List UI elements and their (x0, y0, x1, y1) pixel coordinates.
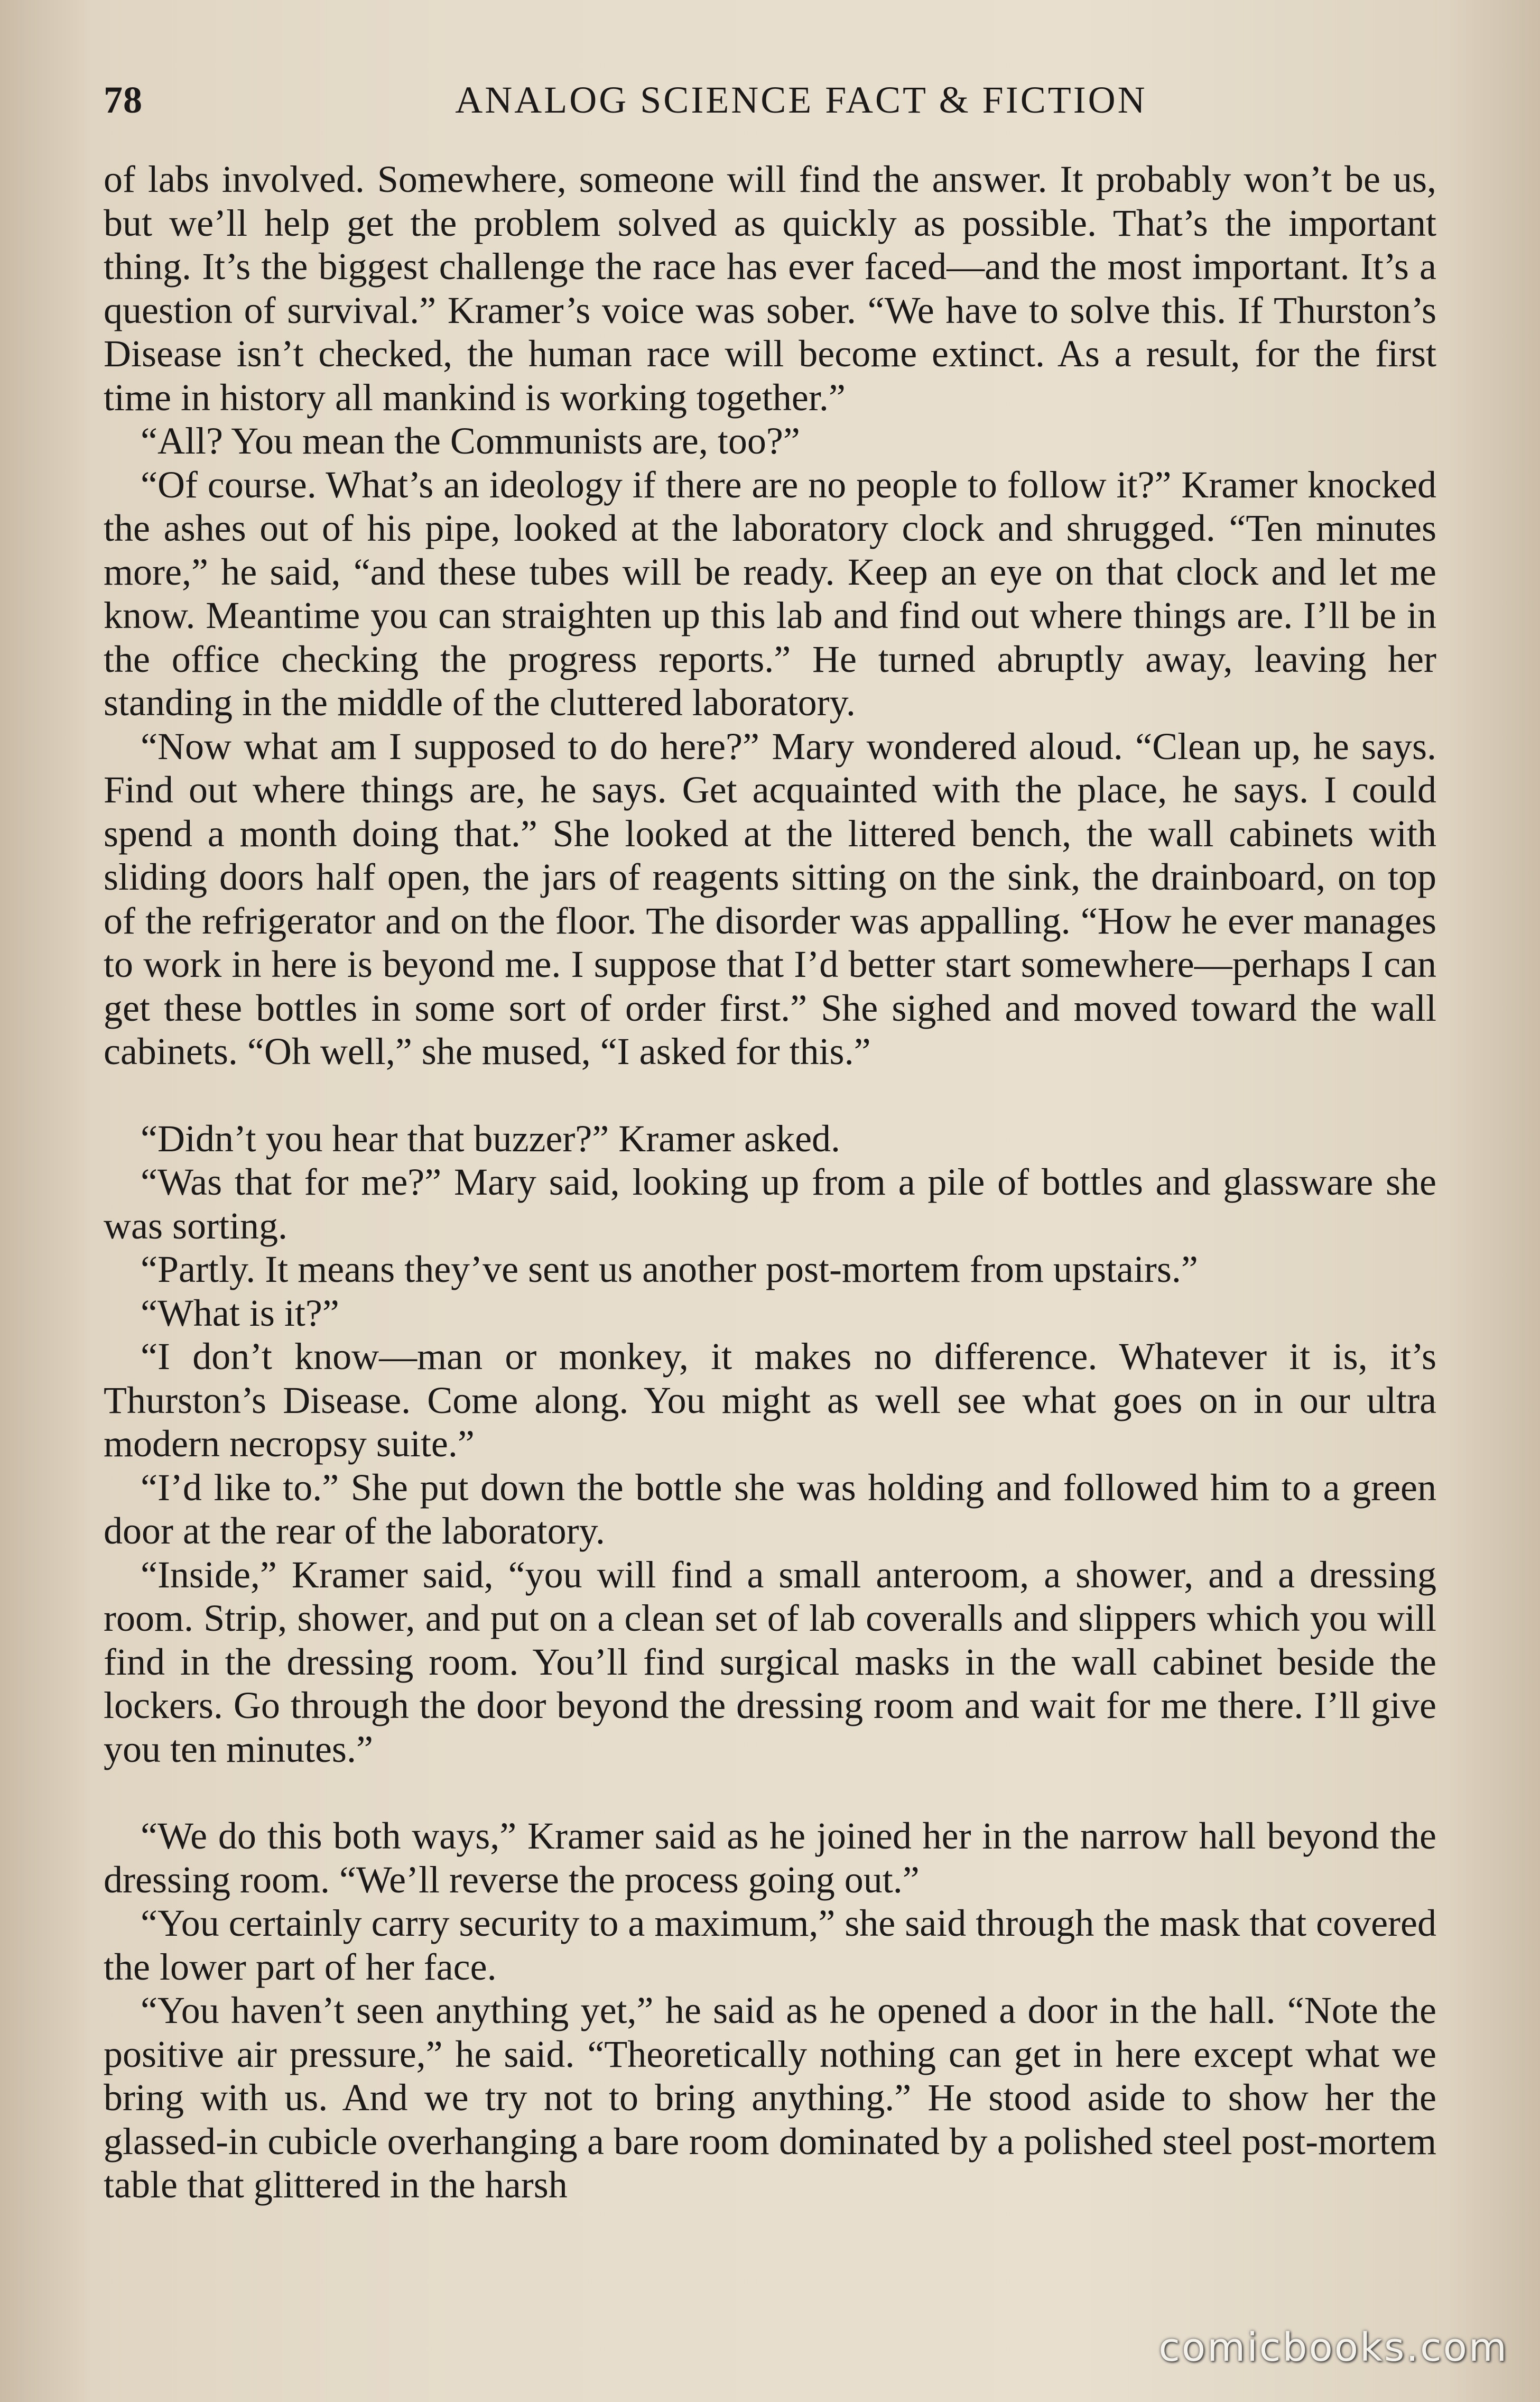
paragraph: “You haven’t seen anything yet,” he said as he opened a door in the hall. “Note the positive air pressure,” he said. “Theoretically nothing can get in here except what we bring with us. And we try not to bring anything.” He stood aside to show her the glassed-in cubicle overhanging a bare room dominated by a polished steel post-mortem table that glittered in the harsh (104, 1989, 1436, 2206)
paragraph: “Of course. What’s an ideology if there are no people to follow it?” Kramer knocked the ashes out of his pipe, looked at the laboratory clock and shrugged. “Ten minutes more,” he said, “and these tubes will be ready. Keep an eye on that clock and let me know. Meantime you can straighten up this lab and find out where things are. I’ll be in the office checking the progress reports.” He turned abruptly away, leaving her standing in the middle of the cluttered laboratory. (104, 463, 1436, 724)
paragraph: “You certainly carry security to a maximum,” she said through the mask that covered the lower part of her face. (104, 1902, 1436, 1988)
paragraph: “I’d like to.” She put down the bottle she was holding and followed him to a green door at the rear of the laboratory. (104, 1466, 1436, 1552)
paragraph: “Inside,” Kramer said, “you will find a small anteroom, a shower, and a dressing room. Strip, shower, and put on a clean set of lab coveralls and slippers which you will find in the dressing room. You’ll find surgical masks in the wall cabinet beside the lockers. Go through the door beyond the dressing room and wait for me there. I’ll give you ten minutes.” (104, 1553, 1436, 1770)
paragraph: of labs involved. Somewhere, someone will find the answer. It probably won’t be us, but we’ll help get the problem solved as quickly as possible. That’s the important thing. It’s the biggest challenge the race has ever faced—and the most important. It’s a question of survival.” Kramer’s voice was sober. “We have to solve this. If Thurston’s Disease isn’t checked, the human race will become extinct. As a result, for the first time in history all mankind is working together.” (104, 158, 1436, 419)
watermark: comicbooks.com (1158, 2325, 1508, 2370)
paragraph: “Didn’t you hear that buzzer?” Kramer asked. (141, 1117, 841, 1160)
body-text (104, 158, 1436, 2207)
paragraph: “I don’t know—man or monkey, it makes no difference. Whatever it is, it’s Thurston’s Disease. Come along. You might as well see what goes on in our ultra modern necropsy suite.” (104, 1335, 1436, 1465)
paragraph: “Was that for me?” Mary said, looking up from a pile of bottles and glassware she was sorting. (104, 1161, 1436, 1247)
running-head: ANALOG SCIENCE FACT & FICTION (455, 79, 1147, 121)
paragraph: “All? You mean the Communists are, too?” (141, 420, 800, 462)
paragraph: “What is it?” (141, 1291, 339, 1334)
page-header (104, 78, 1435, 136)
paragraph: “We do this both ways,” Kramer said as he joined her in the narrow hall beyond the dressing room. “We’ll reverse the process going out.” (104, 1815, 1436, 1901)
page-number: 78 (104, 79, 143, 121)
paragraph: “Now what am I supposed to do here?” Mary wondered aloud. “Clean up, he says. Find out where things are, he says. Get acquainted with the place, he says. I could spend a month doing that.” She looked at the littered bench, the wall cabinets with sliding doors half open, the jars of reagents sitting on the sink, the drainboard, on top of the refrigerator and on the floor. The disorder was appalling. “How he ever manages to work in here is beyond me. I suppose that I’d better start somewhere—perhaps I can get these bottles in some sort of order first.” She sighed and moved toward the wall cabinets. “Oh well,” she mused, “I asked for this.” (104, 725, 1436, 1073)
paragraph: “Partly. It means they’ve sent us another post-mortem from upstairs.” (141, 1248, 1198, 1290)
